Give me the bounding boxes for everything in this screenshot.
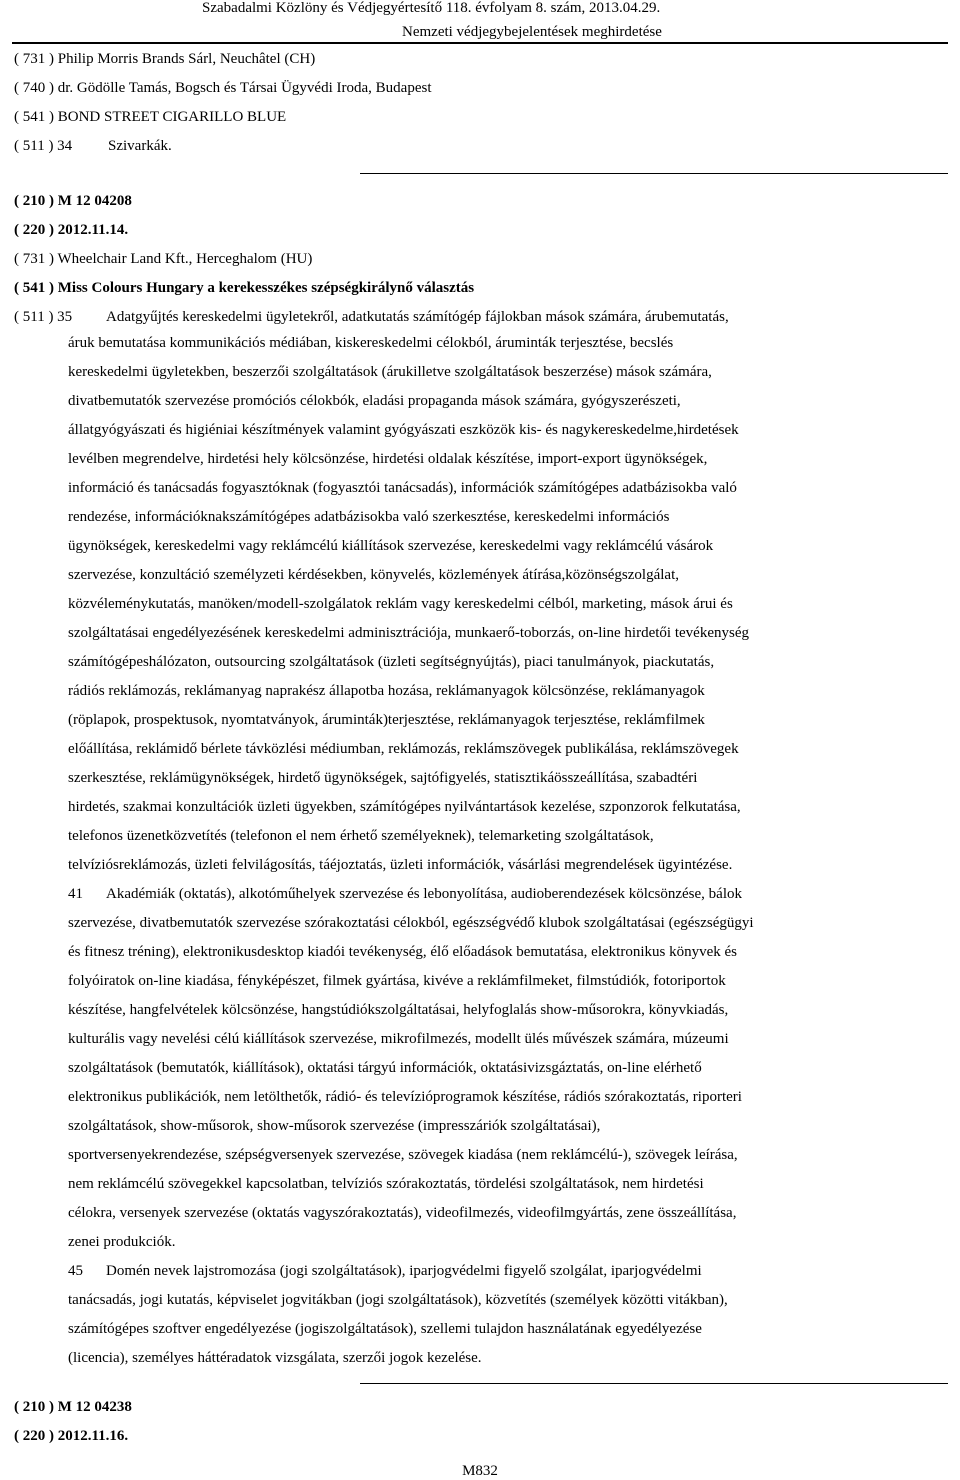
class-35-line: számítógépeshálózaton, outsourcing szolgáltatások (üzleti segítségnyújtás), piaci tanulmányok, piackutatás, bbox=[68, 654, 715, 670]
journal-title: Szabadalmi Közlöny és Védjegyértesítő 118. évfolyam 8. szám, 2013.04.29. bbox=[202, 0, 661, 16]
page-header bbox=[0, 0, 960, 44]
entry1-holder: ( 731 ) Philip Morris Brands Sárl, Neuchâtel (CH) bbox=[14, 51, 316, 67]
class-41-line: elektronikus publikációk, nem letölthetők, rádió- és televízióprogramok készítése, rádiós szórakoztatás, riporteri bbox=[68, 1089, 742, 1105]
class-41-line: sportversenyekrendezése, szépségversenyek szervezése, szövegek kiadása (nem reklámcélú-), szövegek leírása, bbox=[68, 1147, 738, 1163]
class-35-body bbox=[68, 329, 908, 1373]
class-35-line: szervezése, konzultáció személyzeti kérdésekben, könyvelés, közlemények átírása,közönségszolgálat, bbox=[68, 567, 679, 583]
class-35-line: divatbemutatók szervezése promóciós célokbók, eladási propaganda mások számára, gyógyszerészeti, bbox=[68, 393, 681, 409]
class-35-first-line: Adatgyűjtés kereskedelmi ügyletekről, adatkutatás számítógép fájlokban mások számára, árubemutatás, bbox=[106, 309, 729, 325]
entry1-mark: ( 541 ) BOND STREET CIGARILLO BLUE bbox=[14, 109, 287, 125]
class-35-line: rádiós reklámozás, reklámanyag naprakész állapotba hozása, reklámanyagok kölcsönzése, reklámanyagok bbox=[68, 683, 705, 699]
class-41-line: és fitnesz tréning), elektronikusdesktop kiadói tevékenység, élő előadások bemutatása, elektronikus könyvek és bbox=[68, 944, 737, 960]
class-35-line: közvéleménykutatás, manöken/modell-szolgálatok reklám vagy kereskedelmi célból, marketing, mások árui és bbox=[68, 596, 733, 612]
entry2-app-no: ( 210 ) M 12 04208 bbox=[14, 193, 132, 209]
class-35-line: levélben megrendelve, hirdetési hely kölcsönzése, hirdetési oldalak készítése, import-export ügynökségek, bbox=[68, 451, 708, 467]
entry2-classes-row bbox=[14, 308, 729, 326]
class-41-line: szolgáltatások, show-műsorok, show-műsorok szervezése (impresszáriók szolgáltatásai), bbox=[68, 1118, 601, 1134]
class-45-first-text: Domén nevek lajstromozása (jogi szolgáltatások), iparjogvédelmi figyelő szolgálat, iparjogvédelmi bbox=[106, 1263, 702, 1279]
class-41-line: szervezése, divatbemutatók szervezése szórakoztatási célokból, egészségvédő klubok szolgáltatásai (egészségügyi bbox=[68, 915, 754, 931]
section-title: Nemzeti védjegybejelentések meghirdetése bbox=[402, 24, 662, 40]
class-45-first-line bbox=[68, 1257, 908, 1286]
class-35-line: rendezése, információknakszámítógépes adatbázisokba való szerkesztése, kereskedelmi információs bbox=[68, 509, 670, 525]
class-41-line: célokra, versenyek szervezése (oktatás vagyszórakoztatás), videofilmezés, videofilmgyártás, zene összeállítása, bbox=[68, 1205, 737, 1221]
header-rule bbox=[12, 42, 948, 44]
class-35-line: telvíziósreklámozás, üzleti felvilágosítás, táéjoztatás, üzleti információk, vásárlási megrendelések ügyintézése. bbox=[68, 857, 733, 873]
class-35-line: ügynökségek, kereskedelmi vagy reklámcélú kiállítások szervezése, kereskedelmi vagy reklámcélú vásárok bbox=[68, 538, 714, 554]
class-41-first-text: Akadémiák (oktatás), alkotóműhelyek szervezése és lebonyolítása, audioberendezések kölcsönzése, bálok bbox=[106, 886, 743, 902]
class-35-line: áruk bemutatása kommunikációs médiában, kiskereskedelmi célokból, áruminták terjesztése, becslés bbox=[68, 335, 674, 351]
class-45-number: 45 bbox=[68, 1263, 83, 1279]
entry-separator bbox=[360, 1383, 948, 1384]
entry2-classes-code: ( 511 ) 35 bbox=[14, 309, 73, 325]
class-41-line: szolgáltatások (bemutatók, kiállítások), oktatási tárgyú információk, oktatásivizsgáztatás, on-line elérhető bbox=[68, 1060, 702, 1076]
entry1-classes bbox=[14, 137, 172, 155]
entry2-mark-text: ( 541 ) Miss Colours Hungary a kerekesszékes szépségkirálynő választás bbox=[14, 280, 475, 296]
class-35-line: előállítása, reklámidő bérlete távközlési médiumban, reklámozás, reklámszövegek publikálása, reklámszövegek bbox=[68, 741, 739, 757]
entry1-agent: ( 740 ) dr. Gödölle Tamás, Bogsch és Társai Ügyvédi Iroda, Budapest bbox=[14, 80, 432, 96]
class-35-line: (röplapok, prospektusok, nyomtatványok, áruminták)terjesztése, reklámanyagok terjesztése, reklámfilmek bbox=[68, 712, 705, 728]
class-35-line: szerkesztése, reklámügynökségek, hirdető ügynökségek, sajtófigyelés, statisztikáösszeállítása, szabadtéri bbox=[68, 770, 698, 786]
page-number: M832 bbox=[462, 1463, 498, 1479]
class-41-first-line bbox=[68, 880, 908, 909]
class-41-line: kulturális vagy nevelési célú kiállítások szervezése, mikrofilmezés, modellt ülés művészek számára, múzeumi bbox=[68, 1031, 729, 1047]
class-35-line: hirdetés, szakmai konzultációk üzleti ügyekben, számítógépes nyilvántartások kezelése, szponzorok felkutatása, bbox=[68, 799, 741, 815]
class-35-line: kereskedelmi ügyletekben, beszerzői szolgáltatások (árukilletve szolgáltatások beszerzése) mások számára, bbox=[68, 364, 712, 380]
class-45-line: (licencia), személyes háttéradatok vizsgálata, szerzői jogok kezelése. bbox=[68, 1350, 482, 1366]
class-35-line: szolgáltatásai engedélyezésének kereskedelmi adminisztrációja, munkaerő-toborzás, on-line hirdetői tevékenység bbox=[68, 625, 749, 641]
entry2-holder: ( 731 ) Wheelchair Land Kft., Herceghalom (HU) bbox=[14, 251, 313, 267]
class-35-line: állatgyógyászati és higiéniai készítmények valamint gyógyászati eszközök kis- és nagykereskedelme,hirdetések bbox=[68, 422, 739, 438]
entry2-date: ( 220 ) 2012.11.14. bbox=[14, 222, 129, 238]
entry1-classes-text: Szivarkák. bbox=[108, 138, 172, 154]
class-35-line: telefonos üzenetközvetítés (telefonon el nem érhető személyeknek), telemarketing szolgáltatások, bbox=[68, 828, 654, 844]
entry-separator bbox=[360, 173, 948, 174]
entry3-app-no: ( 210 ) M 12 04238 bbox=[14, 1399, 132, 1415]
class-41-line: zenei produkciók. bbox=[68, 1234, 176, 1250]
entry1-classes-code: ( 511 ) 34 bbox=[14, 138, 73, 154]
entry3-date: ( 220 ) 2012.11.16. bbox=[14, 1428, 129, 1444]
class-41-line: folyóiratok on-line kiadása, fényképészet, filmek gyártása, kivéve a reklámfilmeket, filmstúdiók, fotoriportok bbox=[68, 973, 726, 989]
class-35-line: információ és tanácsadás fogyasztóknak (fogyasztói tanácsadás), információk számítógépes adatbázisokba való bbox=[68, 480, 737, 496]
class-45-line: számítógépes szoftver engedélyezése (jogiszolgáltatások), szellemi tulajdon használatának egyedélyezése bbox=[68, 1321, 702, 1337]
class-41-line: nem reklámcélú szövegekkel kapcsolatban, telvíziós szórakoztatás, tördelési szolgáltatások, nem hirdetési bbox=[68, 1176, 704, 1192]
class-45-line: tanácsadás, jogi kutatás, képviselet jogvitákban (jogi szolgáltatások), közvetítés (személyek közötti vitákban), bbox=[68, 1292, 728, 1308]
entry2-mark bbox=[14, 279, 474, 297]
class-41-number: 41 bbox=[68, 886, 83, 902]
class-41-line: készítése, hangfelvételek kölcsönzése, hangstúdiókszolgáltatásai, helyfoglalás show-műsorokra, könyvkiadás, bbox=[68, 1002, 729, 1018]
